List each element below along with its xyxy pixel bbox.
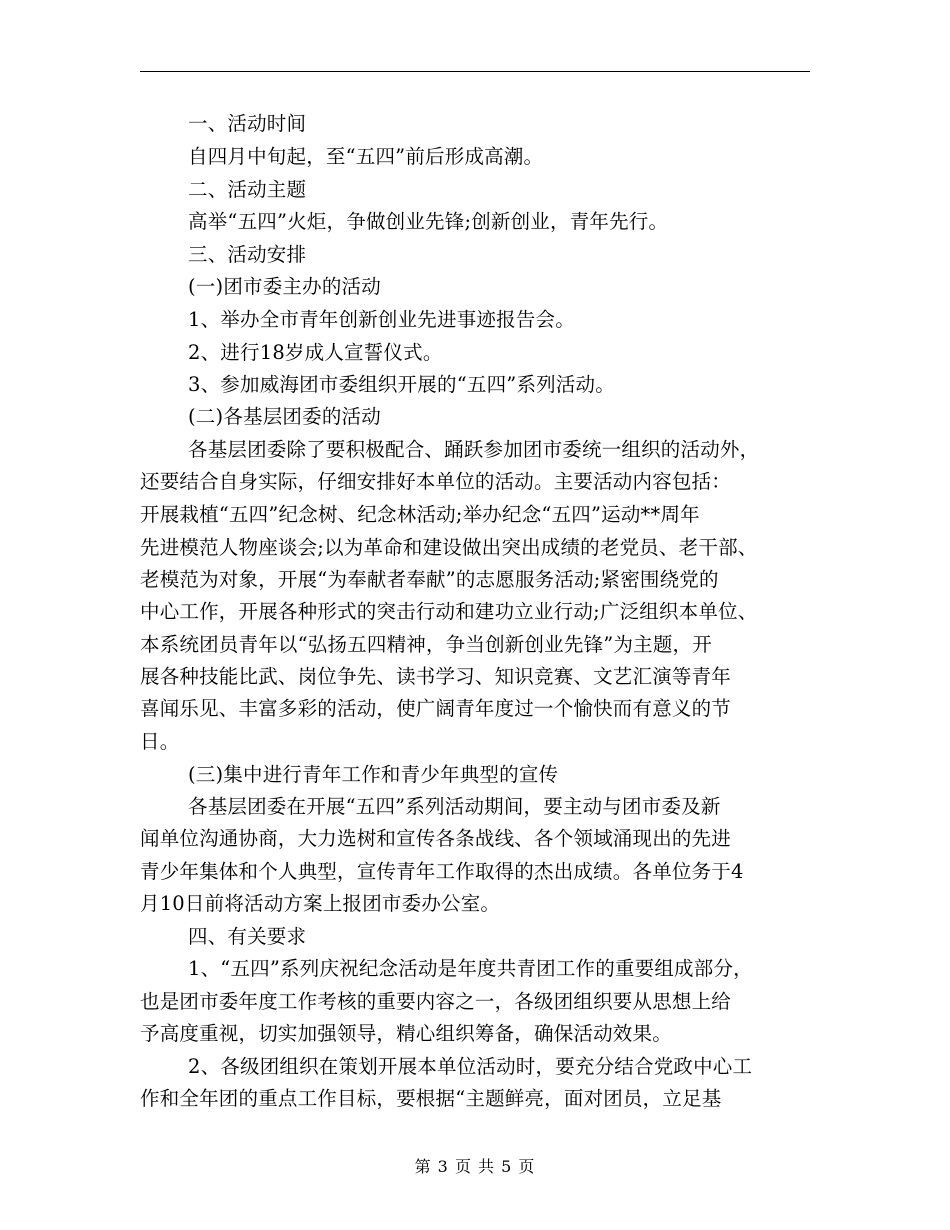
text-line: 本系统团员青年以“弘扬五四精神，争当创新创业先锋”为主题，开	[140, 633, 712, 656]
text-line: 三、活动安排	[188, 243, 307, 266]
text-line: 开展栽植“五四”纪念树、纪念林活动;举办纪念“五四”运动**周年	[140, 503, 700, 526]
header-rule	[140, 71, 810, 72]
text-line: 中心工作，开展各种形式的突击行动和建功立业行动;广泛组织本单位、	[140, 600, 758, 623]
text-line: 闻单位沟通协商，大力选树和宣传各条战线、各个领域涌现出的先进	[140, 827, 732, 850]
text-line: 老模范为对象，开展“为奉献者奉献”的志愿服务活动;紧密围绕党的	[140, 568, 719, 591]
page-footer: 第 3 页 共 5 页	[414, 1157, 536, 1176]
text-line: 1、举办全市青年创新创业先进事迹报告会。	[188, 308, 575, 331]
text-line: 3、参加威海团市委组织开展的“五四”系列活动。	[188, 373, 615, 396]
text-line: 还要结合自身实际，仔细安排好本单位的活动。主要活动内容包括：	[140, 470, 732, 493]
text-line: 先进模范人物座谈会;以为革命和建设做出突出成绩的老党员、老干部、	[140, 536, 758, 559]
text-line: 也是团市委年度工作考核的重要内容之一，各级团组织要从思想上给	[140, 990, 732, 1013]
text-line: 各基层团委在开展“五四”系列活动期间，要主动与团市委及新	[188, 795, 721, 818]
text-line: 月10日前将活动方案上报团市委办公室。	[140, 892, 501, 915]
text-line: 高举“五四”火炬，争做创业先锋;创新创业，青年先行。	[188, 210, 669, 233]
text-line: 作和全年团的重点工作目标，要根据“主题鲜亮，面对团员，立足基	[140, 1087, 722, 1110]
text-line: 日。	[140, 730, 180, 753]
text-line: 展各种技能比武、岗位争先、读书学习、知识竞赛、文艺汇演等青年	[140, 665, 732, 688]
text-line: 2、进行18岁成人宣誓仪式。	[188, 341, 443, 364]
text-line: 四、有关要求	[188, 925, 307, 948]
text-line: 自四月中旬起，至“五四”前后形成高潮。	[188, 145, 544, 168]
text-line: 一、活动时间	[188, 112, 307, 135]
text-line: 各基层团委除了要积极配合、踊跃参加团市委统一组织的活动外，	[188, 438, 760, 461]
text-line: 2、各级团组织在策划开展本单位活动时，要充分结合党政中心工	[188, 1055, 753, 1078]
text-line: 予高度重视，切实加强领导，精心组织筹备，确保活动效果。	[140, 1022, 672, 1045]
text-line: (二)各基层团委的活动	[188, 405, 381, 428]
text-line: 喜闻乐见、丰富多彩的活动，使广阔青年度过一个愉快而有意义的节	[140, 697, 732, 720]
text-line: 二、活动主题	[188, 178, 307, 201]
text-line: (三)集中进行青年工作和青少年典型的宣传	[188, 763, 559, 786]
text-line: (一)团市委主办的活动	[188, 275, 381, 298]
text-line: 青少年集体和个人典型，宣传青年工作取得的杰出成绩。各单位务于4	[140, 860, 744, 883]
text-line: 1、“五四”系列庆祝纪念活动是年度共青团工作的重要组成部分，	[188, 957, 753, 980]
